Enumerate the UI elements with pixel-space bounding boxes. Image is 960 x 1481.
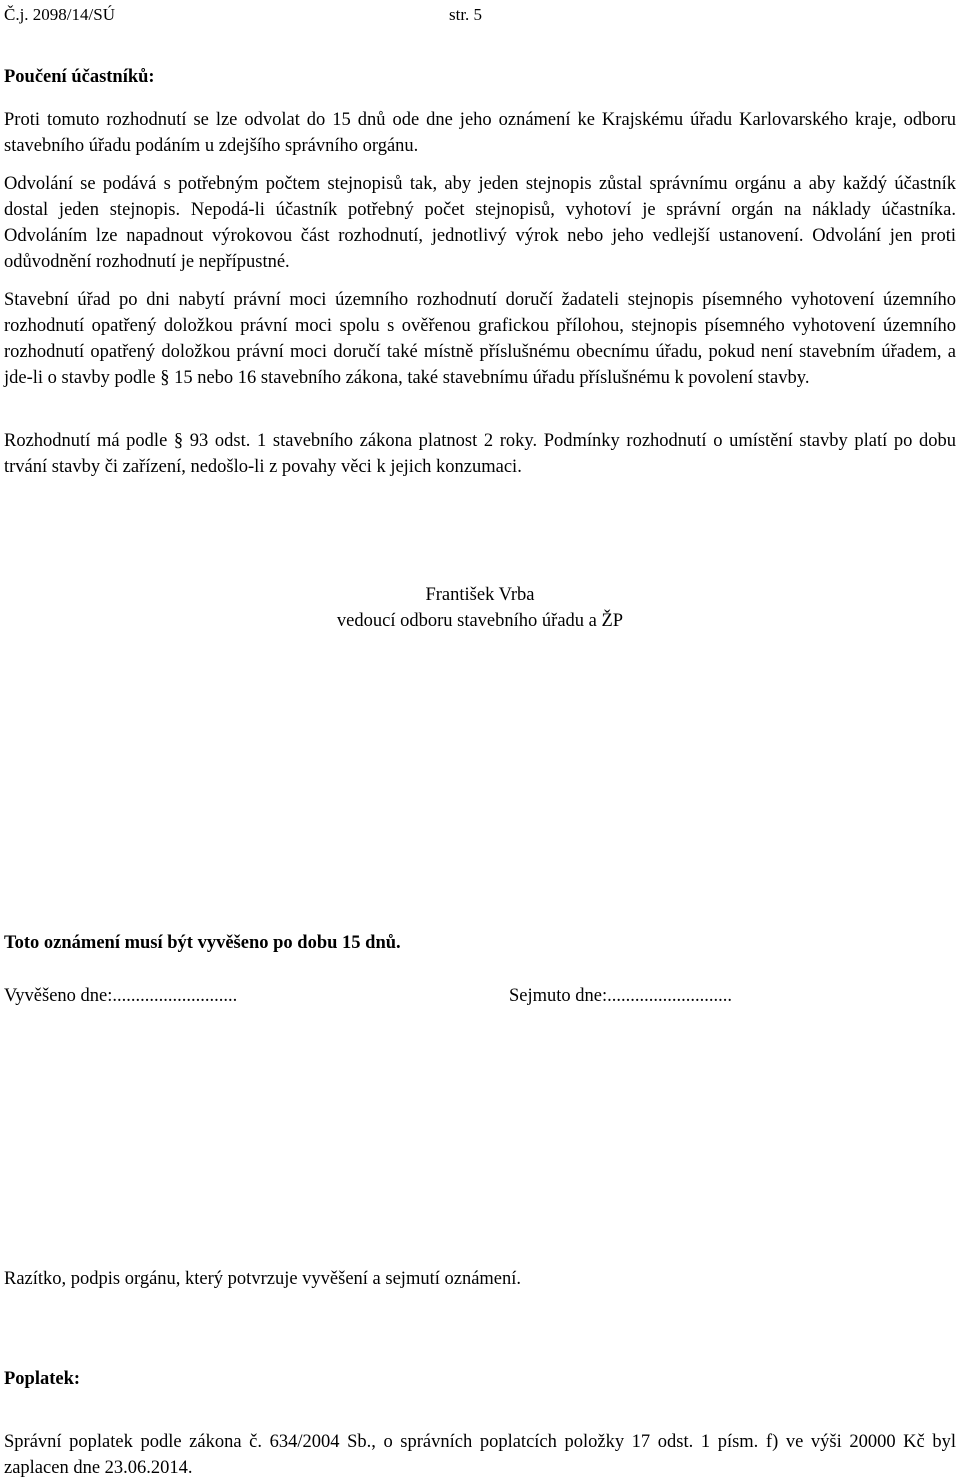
signatory-name: František Vrba [425, 585, 535, 605]
notice-heading: Toto oznámení musí být vyvěšeno po dobu 15 dnů. [4, 933, 401, 953]
instruction-paragraph-4: Rozhodnutí má podle § 93 odst. 1 stavebního zákona platnost 2 roky. Podmínky rozhodnutí o umístění stavby platí po dobu trvání stavby či zařízení, nedošlo-li z povahy věci k jejich konzumaci. [4, 431, 956, 477]
instruction-paragraph-2: Odvolání se podává s potřebným počtem stejnopisů tak, aby jeden stejnopis zůstal správnímu orgánu a aby každý účastník dostal jeden stejnopis. Nepodá-li účastník potřebný počet stejnopisů, vyhotoví je správní orgán na náklady účastníka. Odvoláním lze napadnout výrokovou část rozhodnutí, jednotlivý výrok nebo jeho vedlejší ustanovení. Odvolání jen proti odůvodnění rozhodnutí je nepřípustné. [4, 174, 956, 272]
fee-heading: Poplatek: [4, 1369, 81, 1389]
instruction-paragraph-3: Stavební úřad po dni nabytí právní moci územního rozhodnutí doručí žadateli stejnopis písemného vyhotovení územního rozhodnutí opatřený doložkou právní moci spolu s ověřenou grafickou přílohou, stejnopis písemného vyhotovení územního rozhodnutí opatřený doložkou právní moci doručí také místně příslušnému obecnímu úřadu, pokud není stavebním úřadem, a jde-li o stavby podle § 15 nebo 16 stavebního zákona, také stavebnímu úřadu příslušnému k povolení stavby. [4, 290, 956, 388]
document-reference: Č.j. 2098/14/SÚ [4, 5, 115, 24]
signatory-title: vedoucí odboru stavebního úřadu a ŽP [336, 611, 624, 631]
stamp-signature-line: Razítko, podpis orgánu, který potvrzuje vyvěšení a sejmutí oznámení. [4, 1269, 522, 1289]
page-number: str. 5 [449, 5, 483, 24]
instruction-heading: Poučení účastníků: [4, 67, 155, 87]
signature-block [0, 582, 960, 634]
posted-date-field: Vyvěšeno dne:........................... [4, 986, 238, 1006]
posting-dates-row [4, 983, 956, 1009]
removed-date-field: Sejmuto dne:........................... [509, 986, 733, 1006]
instruction-paragraph-1: Proti tomuto rozhodnutí se lze odvolat do 15 dnů ode dne jeho oznámení ke Krajskému úřadu Karlovarského kraje, odboru stavebního úřadu podáním u zdejšího správního orgánu. [4, 110, 956, 156]
fee-paragraph: Správní poplatek podle zákona č. 634/2004 Sb., o správních poplatcích položky 17 odst. 1 písm. f) ve výši 20000 Kč byl zaplacen dne 23.06.2014. [4, 1432, 956, 1478]
